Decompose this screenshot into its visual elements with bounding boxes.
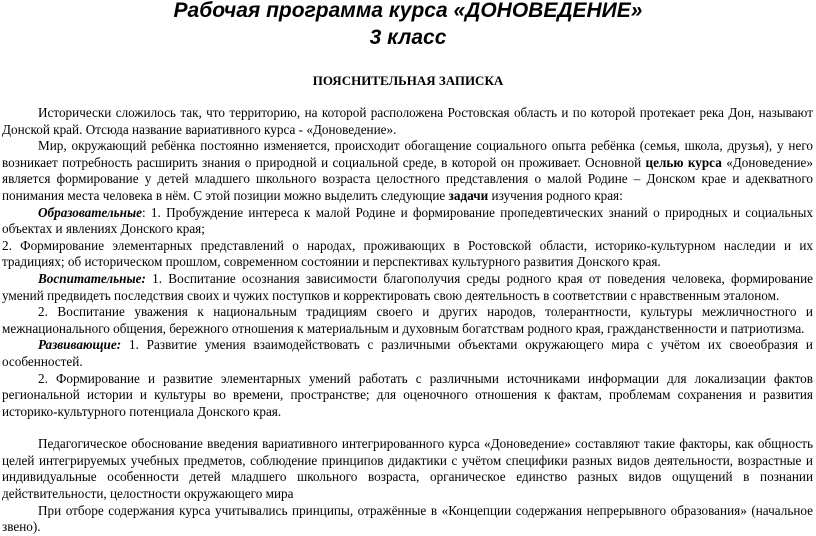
paragraph-selection: При отборе содержания курса учитывались принципы, отражённые в «Концепции содержания непрерывного образования» (начальное звено). [2, 502, 813, 535]
paragraph-educational-2: 2. Формирование элементарных представлений о народах, проживающих в Ростовской области, историко-культурном наследии и их традициях; об историческом прошлом, современном состоянии и перспективах культурного развития Донского края. [2, 237, 813, 270]
goal-text-end: изучения родного края: [488, 187, 623, 203]
paragraph-intro: Исторически сложилось так, что территорию, на которой расположена Ростовская область и по которой протекает река Дон, называют Донской край. Отсюда название вариативного курса - «Доноведение». [2, 105, 813, 137]
goal-text-start: Мир, окружающий ребёнка постоянно изменяется, происходит обогащение социального опыта ребёнка (семья, школа, друзья), у него возникает потребность расширить знания о природной и социальной среде, в которой он проживает. Основной [2, 138, 813, 170]
grade-subtitle: 3 класс [369, 26, 447, 49]
upbringing-label: Воспитательные: [38, 270, 146, 286]
paragraph-pedagogical: Педагогическое обоснование введения вариативного интегрированного курса «Доноведение» составляют такие факторы, как общность целей интегрируемых учебных предметов, соблюдение принципов дидактики с учётом специфики разных видов деятельности, возрастные и индивидуальные особенности детей младшего школьного возраста, органическое единство разных видов ощущений в познании действительности, целостности окружающего мира [2, 436, 813, 502]
paragraph-educational [2, 205, 813, 238]
tasks-emphasis: задачи [448, 187, 489, 203]
educational-text: : 1. Пробуждение интереса к малой Родине и формирование пропедевтических знаний о природных и социальных объектах и явлениях Донского края; [2, 204, 813, 237]
educational-label: Образовательные [38, 204, 142, 220]
paragraph-developing [2, 337, 813, 370]
section-heading: ПОЯСНИТЕЛЬНАЯ ЗАПИСКА [312, 73, 504, 88]
document-body [2, 105, 813, 536]
document-title: Рабочая программа курса «ДОНОВЕДЕНИЕ» [173, 0, 643, 22]
developing-label: Развивающие: [38, 337, 122, 353]
paragraph-upbringing [2, 271, 813, 304]
goal-emphasis: целью курса [645, 154, 722, 170]
goal-text-mid: «Доноведение» является формирование у детей младшего школьного возраста целостного представления о малой Родине – Донском крае и адекватного понимания места человека в нём. С этой позиции можно выделить следующие [2, 154, 813, 203]
developing-text: 1. Развитие умения взаимодействовать с различными объектами окружающего мира с учётом их своеобразия и особенностей. [2, 337, 813, 369]
upbringing-text: 1. Воспитание осознания зависимости благополучия среды родного края от поведения человека, формирование умений предвидеть последствия своих и чужих поступков и корректировать свою деятельность в соответствии с нравственным эталоном. [2, 270, 813, 303]
paragraph-goal [2, 138, 813, 204]
paragraph-upbringing-2: 2. Воспитание уважения к национальным традициям своего и других народов, толерантности, культуры межличностного и межнационального общения, бережного отношения к материальным и духовным богатствам родного края, гражданственности и патриотизма. [2, 304, 813, 336]
paragraph-developing-2: 2. Формирование и развитие элементарных умений работать с различными источниками информации для локализации фактов региональной истории и культуры во времени, пространстве; для оценочного отношения к фактам, проблемам сохранения и развития историко-культурного потенциала Донского края. [2, 370, 813, 419]
